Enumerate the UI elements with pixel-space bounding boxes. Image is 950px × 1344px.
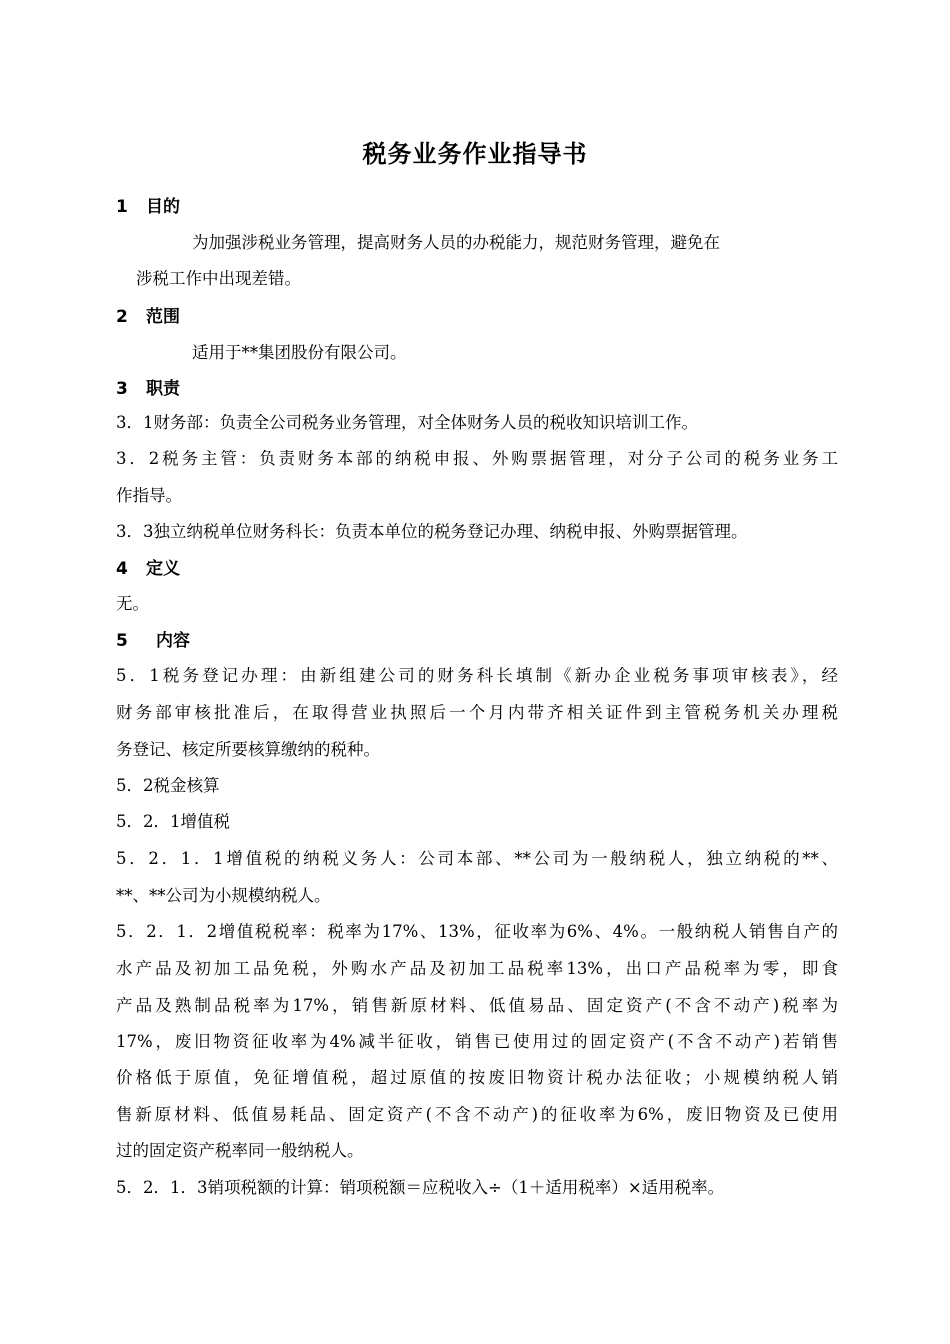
paragraph-line: 无。 [116, 594, 149, 613]
section-number: 2 [116, 307, 128, 327]
section-heading-scope [116, 302, 180, 327]
paragraph-line: 5．2税金核算 [116, 776, 220, 795]
paragraph-line: 适用于**集团股份有限公司。 [192, 343, 407, 362]
section-number: 5 [116, 631, 128, 651]
section-number: 1 [116, 197, 128, 217]
section-number: 4 [116, 559, 128, 579]
paragraph-line: 水产品及初加工品免税，外购水产品及初加工品税率13%，出口产品税率为零，即食 [116, 959, 838, 978]
paragraph-line: 涉税工作中出现差错。 [136, 269, 301, 288]
section-title: 职责 [146, 379, 180, 399]
document-title: 税务业务作业指导书 [362, 140, 588, 168]
paragraph-line: 5．2．1增值税 [116, 812, 230, 831]
section-title: 目的 [146, 197, 180, 217]
section-title: 内容 [156, 631, 190, 651]
paragraph-line: 作指导。 [116, 486, 182, 505]
paragraph-line: 为加强涉税业务管理，提高财务人员的办税能力，规范财务管理，避免在 [192, 233, 720, 252]
paragraph-line: 5．2．1．1增值税的纳税义务人：公司本部、**公司为一般纳税人，独立纳税的**、 [116, 849, 838, 868]
paragraph-line: 过的固定资产税率同一般纳税人。 [116, 1141, 364, 1160]
paragraph-line: 价格低于原值，免征增值税，超过原值的按废旧物资计税办法征收；小规模纳税人销 [116, 1068, 838, 1087]
paragraph-line: 务登记、核定所要核算缴纳的税种。 [116, 740, 380, 759]
paragraph-line: 售新原材料、低值易耗品、固定资产(不含不动产)的征收率为6%，废旧物资及已使用 [116, 1105, 838, 1124]
section-number: 3 [116, 379, 128, 399]
paragraph-line: 财务部审核批准后，在取得营业执照后一个月内带齐相关证件到主管税务机关办理税 [116, 703, 838, 722]
paragraph-line: 3．3独立纳税单位财务科长：负责本单位的税务登记办理、纳税申报、外购票据管理。 [116, 522, 748, 541]
paragraph-line: **、**公司为小规模纳税人。 [116, 886, 331, 905]
paragraph-line: 5．2．1．3销项税额的计算：销项税额＝应税收入÷（1＋适用税率）×适用税率。 [116, 1178, 725, 1197]
section-heading-purpose [116, 192, 180, 217]
paragraph-line: 5．1税务登记办理：由新组建公司的财务科长填制《新办企业税务事项审核表》，经 [116, 666, 838, 685]
section-title: 范围 [146, 307, 180, 327]
section-heading-definitions [116, 554, 180, 579]
paragraph-line: 3．1财务部：负责全公司税务业务管理，对全体财务人员的税收知识培训工作。 [116, 413, 698, 432]
paragraph-line: 17%，废旧物资征收率为4%减半征收，销售已使用过的固定资产(不含不动产)若销售 [116, 1032, 838, 1051]
section-heading-responsibilities [116, 374, 180, 399]
paragraph-line: 3．2税务主管：负责财务本部的纳税申报、外购票据管理，对分子公司的税务业务工 [116, 449, 838, 468]
section-heading-content [116, 626, 190, 651]
paragraph-line: 产品及熟制品税率为17%，销售新原材料、低值易品、固定资产(不含不动产)税率为 [116, 996, 838, 1015]
section-title: 定义 [146, 559, 180, 579]
paragraph-line: 5．2．1．2增值税税率：税率为17%、13%，征收率为6%、4%。一般纳税人销售自产的 [116, 922, 838, 941]
